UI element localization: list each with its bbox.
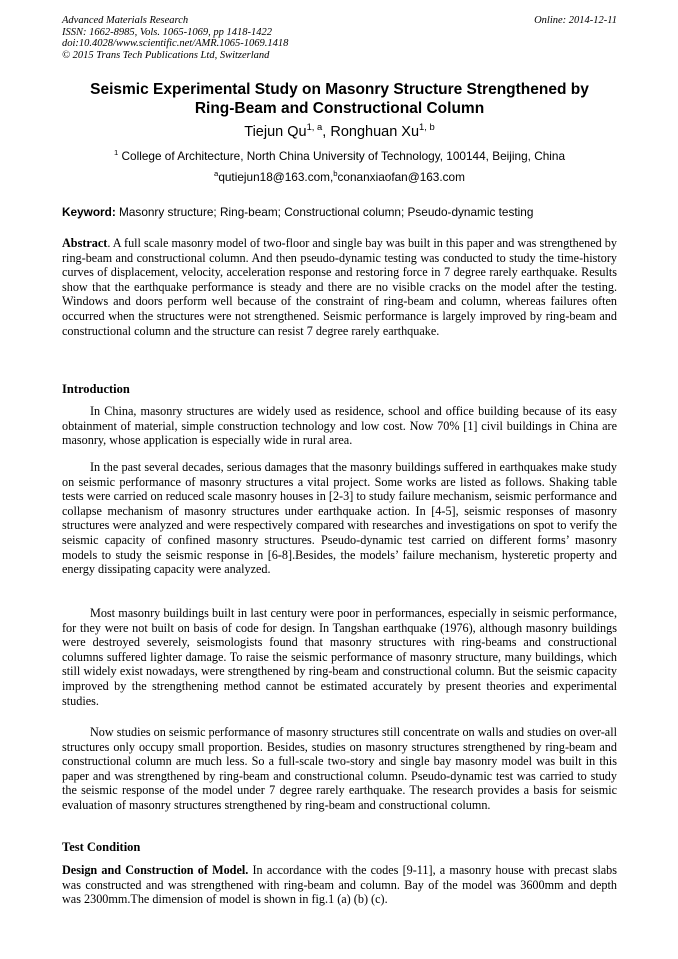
affiliation	[62, 149, 617, 164]
journal-name: Advanced Materials Research	[62, 15, 189, 26]
test-condition-paragraph	[62, 863, 617, 907]
intro-paragraph-2	[62, 460, 617, 577]
intro-p4-text: Now studies on seismic performance of masonry structures still concentrate on walls and studies on over-all structures only occupy small proportion. Besides, studies on masonry structures strengthened by ring-beam and constructional column are much less. So a full-scale two-story and single bay masonry model was built in this paper and was strengthened by ring-beam and constructional column. Pseudo-dynamic test was carried to study the seismic response of the model under 7 degree rarely earthquake. The research provides a basis for seismic evaluation of masonry structures strengthened by ring-beam and constructional column.	[62, 725, 617, 812]
paper-title	[62, 80, 617, 118]
copyright-line: © 2015 Trans Tech Publications Ltd, Switzerland	[62, 49, 270, 61]
email-a: qutiejun18@163.com,	[218, 170, 334, 184]
author-separator: ,	[322, 124, 331, 140]
author-list	[62, 123, 617, 141]
author-2-affiliation: 1, b	[419, 121, 435, 133]
introduction-heading: Introduction	[62, 382, 130, 396]
online-date: Online: 2014-12-11	[534, 15, 617, 26]
abstract-label: Abstract	[62, 236, 108, 250]
email-line	[62, 170, 617, 185]
doi-line: doi:10.4028/www.scientific.net/AMR.1065-1069.1418	[62, 38, 289, 49]
intro-paragraph-3	[62, 606, 617, 708]
affiliation-text: College of Architecture, North China University of Technology, 100144, Beijing, China	[118, 149, 566, 163]
author-1: Tiejun Qu	[244, 124, 307, 140]
model-design-text: In accordance with the codes [9-11], a masonry house with precast slabs was constructed and was strengthened with ring-beam and column. Bay of the model was 3600mm and depth was 2300mm.The dimension of model is shown in fig.1 (a) (b) (c).	[62, 863, 617, 907]
intro-p1-text: In China, masonry structures are widely used as residence, school and office building because of its easy obtainment of material, simple construction technology and low cost. Now 70% [1] civil buildings in China are masonry, whose application is especially wide in rural area.	[62, 404, 617, 448]
email-a-marker: a	[214, 169, 219, 179]
model-design-subheading: Design and Construction of Model.	[62, 863, 249, 877]
email-b-marker: b	[333, 169, 338, 179]
abstract	[62, 236, 617, 338]
author-1-affiliation: 1, a	[306, 121, 323, 133]
keywords	[62, 205, 617, 220]
test-condition-heading: Test Condition	[62, 840, 141, 854]
intro-p3-text: Most masonry buildings built in last century were poor in performances, especially in seismic performance, for they were not built on basis of code for design. In Tangshan earthquake (1976), although masonry buildings were destroyed severely, seismologists found that masonry structures with ring-beams and constructional columns suffered lighter damage. To raise the seismic performance of masonry structure, many buildings, which still widely exist nowadays, were strengthened by ring-beam and constructional column. But the seismic capacity improved by the strengthening method cannot be estimated accurately by present theories and experimental studies.	[62, 606, 617, 708]
intro-p2-text: In the past several decades, serious damages that the masonry buildings suffered in earthquakes make study on seismic performance of masonry structures a vital project. Some works are listed as follows. Shaking table tests were carried on reduced scale masonry houses in [2-3] to study failure mechanism, seismic performance and collapse mechanism of masonry structures under earthquake action. In [4-5], seismic responses of masonry structures were analyzed and were respectively compared with researches and investigations on spot to verify the seismic capacity of confined masonry structures. Pseudo-dynamic test carried on different forms’ masonry models to study the seismic response in [6-8].Besides, the models’ failure mechanism, hysteretic property and energy dissipating capacity were analyzed.	[62, 460, 617, 577]
title-line-2: Ring-Beam and Constructional Column	[194, 100, 485, 117]
abstract-text: . A full scale masonry model of two-floor and single bay was built in this paper and was strengthened by ring-beam and constructional column. And then pseudo-dynamic testing was conducted to study the time-history curves of displacement, velocity, acceleration response and restoring force in 7 degree rarely earthquake. Results show that the earthquake performance is steady and there are no visible cracks on the model after the testing. Windows and doors perform well because of the constraint of ring-beam and column, whereas failures often occurred when the structures were not strengthened. Seismic performance is largely improved by ring-beam and constructional column and the structure can resist 7 degree rarely earthquake.	[62, 236, 617, 338]
issn-line: ISSN: 1662-8985, Vols. 1065-1069, pp 1418-1422	[62, 26, 272, 38]
title-line-1: Seismic Experimental Study on Masonry Structure Strengthened by	[90, 81, 589, 98]
keywords-label: Keyword:	[62, 205, 116, 219]
email-b: conanxiaofan@163.com	[337, 170, 465, 184]
intro-paragraph-4	[62, 725, 617, 813]
intro-paragraph-1	[62, 404, 617, 448]
keywords-text: Masonry structure; Ring-beam; Constructional column; Pseudo-dynamic testing	[115, 205, 534, 219]
author-2: Ronghuan Xu	[330, 124, 420, 140]
affiliation-marker: 1	[113, 148, 119, 158]
journal-header	[62, 15, 617, 61]
